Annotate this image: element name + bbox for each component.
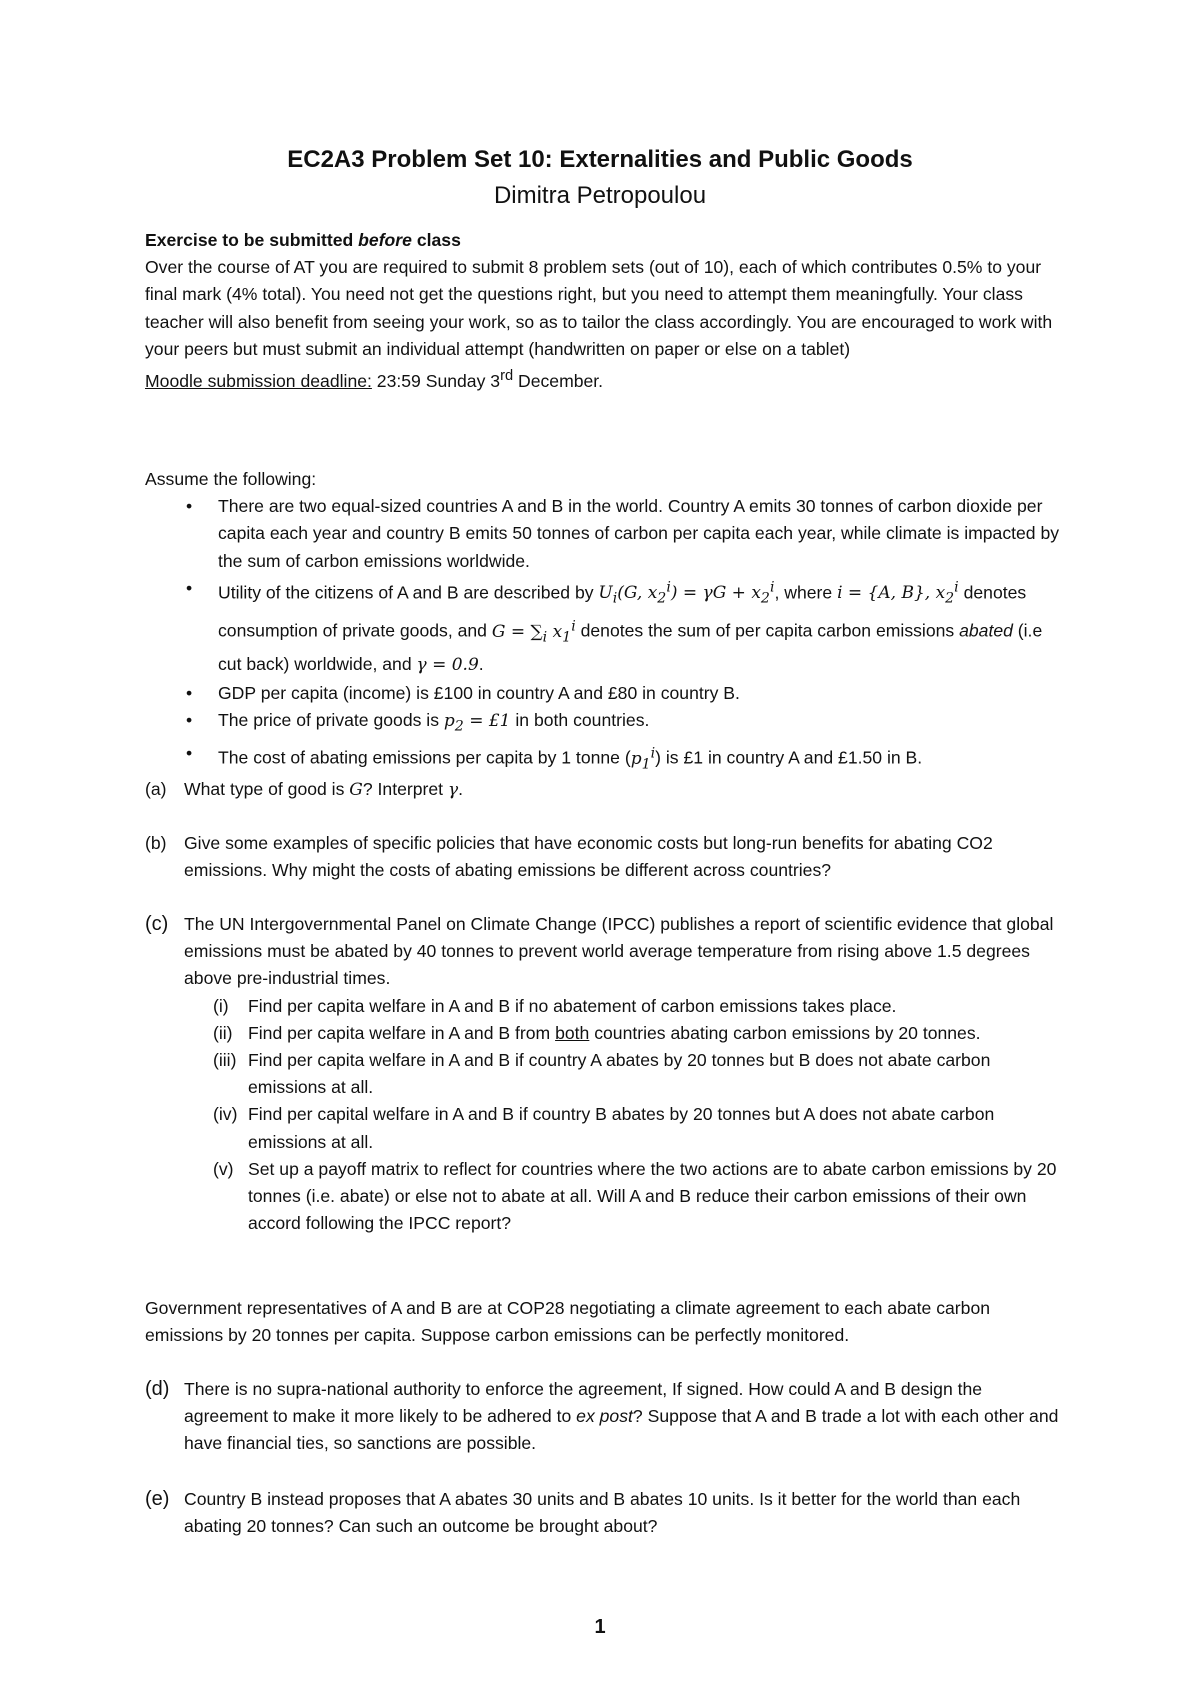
question-e: (e) Country B instead proposes that A abates 30 units and B abates 10 units. Is it better for the world than each abating 20 tonnes? Can such an outcome be brought about? (145, 1488, 1021, 1537)
bullet-icon: • (186, 709, 193, 730)
intro-paragraph: Over the course of AT you are required to submit 8 problem sets (out of 10), each of which contributes 0.5% to your final mark (4% total). You need not get the questions right, but you need to attempt them meaningfully. Your class teacher will also benefit from seeing your work, so as to tailor the class accordingly. You are encouraged to work with your peers but must submit an individual attempt (handwritten on paper or else on a tablet) (145, 257, 1053, 359)
assumptions-lead: Assume the following: (145, 469, 317, 489)
question-label: (b) (145, 833, 167, 853)
deadline-label: Moodle submission deadline: (145, 370, 372, 391)
subquestion: (ii) Find per capita welfare in A and B from both countries abating carbon emissions by 20 tonnes. (213, 1022, 981, 1043)
section-heading: Exercise to be submitted before class (145, 230, 461, 250)
list-item: • Utility of the citizens of A and B are described by $U_i(G$, $x_2^i) = \gamma G + x_2^i$, where i = {A, B}, $x_2^i$ denotes consumption of private goods, and $G = \sum_i$ $x_1^i$ denotes the sum of per capita carbon emissions abated (i.e cut back) worldwide, and γ = 0.9. (145, 575, 1065, 680)
list-item: • The price of private goods is $p_2$ = £1 in both countries. (145, 707, 1065, 741)
author-name: Dimitra Petropoulou (493, 182, 707, 209)
page-title: EC2A3 Problem Set 10: Externalities and Public Goods (287, 146, 913, 173)
question-label: (a) (145, 779, 167, 799)
question-c: (c) The UN Intergovernmental Panel on Climate Change (IPCC) publishes a report of scientific evidence that global emissions must be abated by 40 tonnes to prevent world average temperature from rising above 1.5 degrees above pre-industrial times. (i) Find per capita welfare in A and B if no abatement of carbon emissions takes place. (ii) Find per capita welfare in A and B from both countries abating carbon emissions by 20 tonnes. (iii) Find per capita welfare in A and B if country A abates by 20 tonnes but B does not abate carbon emissions at all. (iv) Find per capital welfare in A and B if country B abates by 20 tonnes but A does not abate carbon emissions at all. (v) Set up a payoff matrix to reflect for countries where the two actions are to abate carbon emissions by 20 tonnes (i.e. abate) or else not to abate at all. Will A and B reduce their carbon emissions of their own accord following the IPCC report? (145, 911, 1065, 1237)
question-b: (b) Give some examples of specific policies that have economic costs but long-run benefits for abating CO2 emissions. Why might the costs of abating emissions be different across countries? (145, 830, 1065, 884)
bullet-icon: • (186, 682, 193, 703)
list-item: • There are two equal-sized countries A and B in the world. Country A emits 30 tonnes of carbon dioxide per capita each year and country B emits 50 tonnes of carbon per capita each year, while climate is impacted by the sum of carbon emissions worldwide. (145, 493, 1065, 575)
subquestion: (iv) Find per capital welfare in A and B if country B abates by 20 tonnes but A does not abate carbon emissions at all. (213, 1104, 995, 1152)
question-label: (c) (145, 913, 169, 935)
question-label: (e) (145, 1488, 170, 1510)
page-number: 1 (594, 1616, 606, 1638)
subquestion: (v) Set up a payoff matrix to reflect for countries where the two actions are to abate carbon emissions by 20 tonnes (i.e. abate) or else not to abate at all. Will A and B reduce their carbon emissions of their own accord following the IPCC report? (213, 1158, 1057, 1234)
list-item: • The cost of abating emissions per capita by 1 tonne $(p_1^i)$ is £1 in country A and £1.50 in B. (145, 740, 1065, 778)
question-d: (d) There is no supra-national authority to enforce the agreement, If signed. How could A and B design the agreement to make it more likely to be adhered to ex post? Suppose that A and B trade a lot with each other and have financial ties, so sanctions are possible. (145, 1378, 1059, 1454)
bullet-icon: • (186, 577, 193, 598)
question-a: (a) What type of good is G? Interpret γ. (145, 776, 1065, 804)
list-item: • GDP per capita (income) is £100 in country A and £80 in country B. (145, 680, 1065, 707)
deadline-line: Moodle submission deadline: 23:59 Sunday 3rd December. (145, 368, 604, 391)
bullet-icon: • (186, 743, 193, 764)
subquestion: (iii) Find per capita welfare in A and B if country A abates by 20 tonnes but B does not abate carbon emissions at all. (213, 1050, 991, 1098)
intro-section (145, 227, 1065, 395)
assumptions-section (145, 466, 1065, 779)
question-label: (d) (145, 1378, 170, 1400)
bullet-icon: • (186, 496, 193, 517)
subquestion: (i) Find per capita welfare in A and B if no abatement of carbon emissions takes place. (213, 995, 897, 1016)
assumptions-list (145, 493, 1065, 778)
cop28-paragraph: Government representatives of A and B are at COP28 negotiating a climate agreement to each abate carbon emissions by 20 tonnes per capita. Suppose carbon emissions can be perfectly monitored. (145, 1298, 991, 1346)
